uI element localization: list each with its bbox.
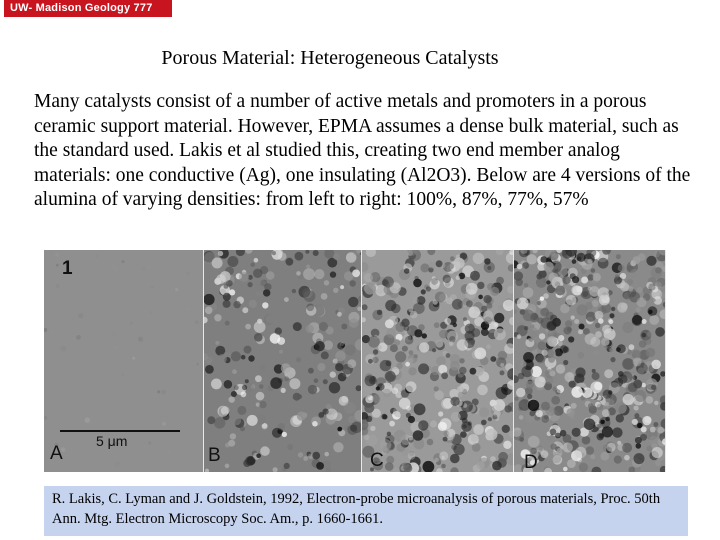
citation-box: R. Lakis, C. Lyman and J. Goldstein, 1992, Electron-probe microanalysis of porous materials, Proc. 50th Ann. Mtg. Electron Microscopy Soc. Am., p. 1660-1661. [44,486,688,536]
scale-bar [60,430,180,432]
slide-title: Porous Material: Heterogeneous Catalysts [161,47,499,69]
micrograph-panel-b [204,250,362,472]
micrograph-texture [514,250,666,472]
panel-label-b: B [208,445,221,466]
micrograph-panel-c [362,250,514,472]
figure-number: 1 [62,258,73,279]
panel-label-c: C [370,450,384,471]
scale-bar-label: 5 μm [96,433,128,449]
micrograph-figure [44,250,666,472]
course-badge: UW- Madison Geology 777 [4,0,172,17]
micrograph-panel-d [514,250,666,472]
micrograph-texture [204,250,362,472]
slide-body-text: Many catalysts consist of a number of active metals and promoters in a porous ceramic support material. However, EPMA assumes a dense bulk material, such as the standard used. Lakis et al studied this, creating two end member analog materials: one conductive (Ag), one insulating (Al2O3). Below are 4 versions of the alumina of varying densities: from left to right: 100%, 87%, 77%, 57% [34,91,691,210]
micrograph-texture [362,250,514,472]
panel-label-a: A [50,443,63,464]
panel-label-d: D [524,452,538,472]
